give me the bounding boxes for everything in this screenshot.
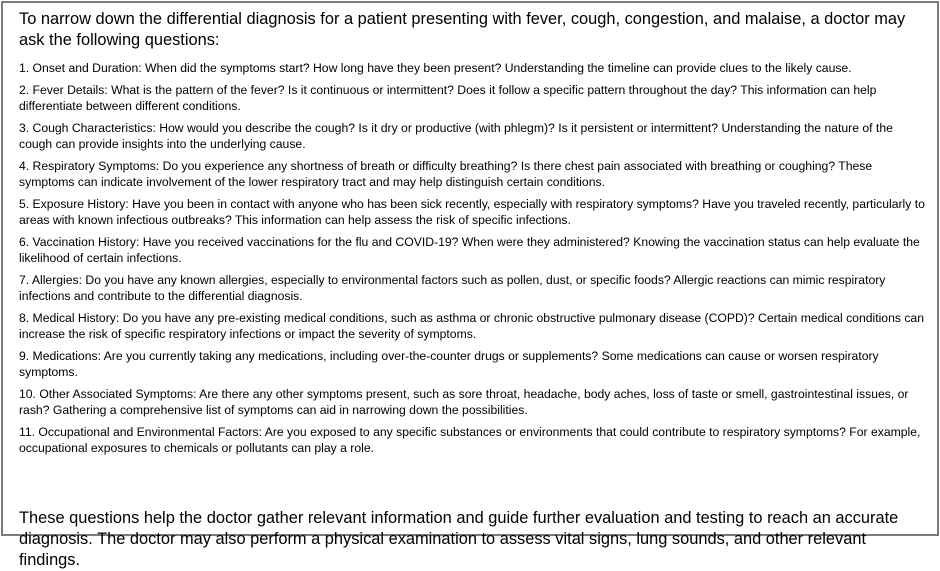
question-item: 3. Cough Characteristics: How would you describe the cough? Is it dry or productive (with phlegm)? Is it persistent or intermittent? Understanding the nature of the cough can provide insights into the underlying cause.: [19, 121, 893, 151]
question-item: 1. Onset and Duration: When did the symptoms start? How long have they been present? Understanding the timeline can provide clues to the likely cause.: [19, 61, 852, 75]
question-item: 5. Exposure History: Have you been in contact with anyone who has been sick recently, especially with respiratory symptoms? Have you traveled recently, particularly to areas with known infectious outbreaks? This information can help assess the risk of specific infections.: [19, 197, 925, 227]
intro-paragraph: To narrow down the differential diagnosis for a patient presenting with fever, cough, congestion, and malaise, a doctor may ask the following questions:: [19, 10, 906, 49]
question-item: 8. Medical History: Do you have any pre-existing medical conditions, such as asthma or chronic obstructive pulmonary disease (COPD)? Certain medical conditions can increase the risk of specific respiratory infections or impact the severity of symptoms.: [19, 311, 924, 341]
question-item: 11. Occupational and Environmental Factors: Are you exposed to any specific substances or environments that could contribute to respiratory symptoms? For example, occupational exposures to chemicals or pollutants can play a role.: [19, 425, 921, 455]
question-item: 9. Medications: Are you currently taking any medications, including over-the-counter drugs or supplements? Some medications can cause or worsen respiratory symptoms.: [19, 349, 879, 379]
document-frame: [1, 1, 939, 570]
question-item: 6. Vaccination History: Have you received vaccinations for the flu and COVID-19? When were they administered? Knowing the vaccination status can help evaluate the likelihood of certain infections.: [19, 235, 920, 265]
closing-paragraph: These questions help the doctor gather relevant information and guide further evaluation and testing to reach an accurate diagnosis. The doctor may also perform a physical examination to assess vital signs, lung sounds, and other relevant findings.: [19, 509, 899, 570]
question-item: 4. Respiratory Symptoms: Do you experience any shortness of breath or difficulty breathing? Is there chest pain associated with breathing or coughing? These symptoms can indicate involvement of the lower respiratory tract and may help distinguish certain conditions.: [19, 159, 873, 189]
question-item: 7. Allergies: Do you have any known allergies, especially to environmental factors such as pollen, dust, or specific foods? Allergic reactions can mimic respiratory infections and contribute to the differential diagnosis.: [19, 273, 886, 303]
question-list: [19, 60, 929, 456]
question-item: 2. Fever Details: What is the pattern of the fever? Is it continuous or intermittent? Does it follow a specific pattern throughout the day? This information can help differentiate between different conditions.: [19, 83, 877, 113]
question-item: 10. Other Associated Symptoms: Are there any other symptoms present, such as sore throat, headache, body aches, loss of taste or smell, gastrointestinal issues, or rash? Gathering a comprehensive list of symptoms can aid in narrowing down the possibilities.: [19, 387, 909, 417]
